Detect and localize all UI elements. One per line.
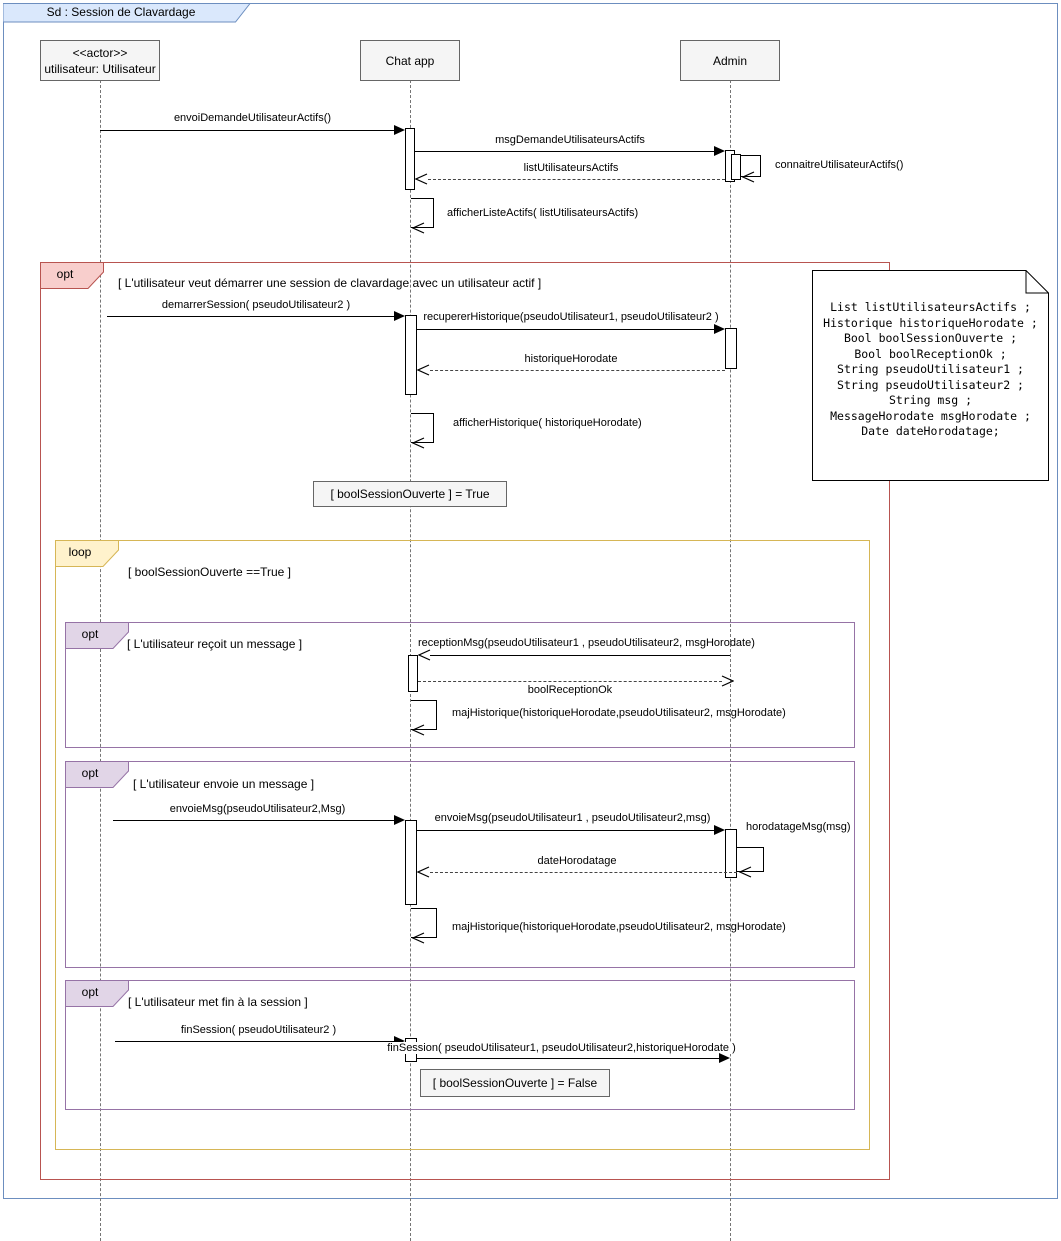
open-arrowhead-icon bbox=[417, 866, 430, 878]
note-line: Historique historiqueHorodate ; bbox=[823, 315, 1038, 330]
actor-stereotype: <<actor>> bbox=[72, 45, 128, 60]
open-arrowhead-icon bbox=[742, 171, 755, 183]
note-line: String pseudoUtilisateur2 ; bbox=[837, 377, 1024, 392]
activation-chat-3 bbox=[408, 655, 418, 692]
message-line bbox=[430, 655, 730, 656]
message-line bbox=[100, 130, 394, 131]
message-line bbox=[417, 329, 714, 330]
message-label: listUtilisateursActifs bbox=[523, 162, 619, 174]
activation-chat-2 bbox=[405, 315, 417, 395]
message-line bbox=[417, 830, 714, 831]
message-label: dateHorodatage bbox=[537, 855, 617, 867]
open-arrowhead-icon bbox=[721, 675, 734, 687]
fragment-loop-session-guard: [ boolSessionOuverte ==True ] bbox=[128, 565, 291, 579]
filled-arrowhead-icon bbox=[714, 146, 725, 156]
message-line bbox=[113, 820, 394, 821]
message-label: horodatageMsg(msg) bbox=[746, 821, 851, 833]
actor-name: utilisateur: Utilisateur bbox=[44, 61, 156, 76]
opt-operator: opt bbox=[81, 985, 99, 999]
message-line-dashed bbox=[428, 179, 725, 180]
note-line: List listUtilisateursActifs ; bbox=[830, 300, 1031, 314]
message-label: envoieMsg(pseudoUtilisateur2,Msg) bbox=[169, 803, 346, 815]
message-line-dashed bbox=[430, 370, 725, 371]
message-label: boolReceptionOk bbox=[527, 684, 613, 696]
filled-arrowhead-icon bbox=[394, 815, 405, 825]
message-line-dashed bbox=[430, 872, 737, 873]
fragment-loop-session-label bbox=[55, 540, 119, 567]
open-arrowhead-icon bbox=[412, 932, 425, 944]
message-line bbox=[115, 1041, 394, 1042]
message-label: majHistorique(historiqueHorodate,pseudoUtilisateur2, msgHorodate) bbox=[452, 921, 786, 933]
message-label: afficherListeActifs( listUtilisateursActifs) bbox=[447, 207, 639, 219]
fragment-opt-send-msg-guard: [ L'utilisateur envoie un message ] bbox=[133, 777, 315, 791]
message-label: majHistorique(historiqueHorodate,pseudoUtilisateur2, msgHorodate) bbox=[452, 707, 786, 719]
open-arrowhead-icon bbox=[412, 222, 425, 234]
note-line: Bool boolSessionOuverte ; bbox=[843, 331, 1018, 345]
chat-app-name: Chat app bbox=[385, 53, 435, 68]
message-line-dashed bbox=[418, 681, 722, 682]
activation-admin-1-nested bbox=[731, 154, 741, 180]
open-arrowhead-icon bbox=[412, 437, 425, 449]
filled-arrowhead-icon bbox=[714, 324, 725, 334]
activation-chat-4 bbox=[405, 820, 417, 905]
fragment-opt-receive-msg-label bbox=[65, 622, 129, 649]
message-line bbox=[417, 1058, 719, 1059]
message-label: envoiDemandeUtilisateurActifs() bbox=[173, 112, 332, 124]
note-line: String msg ; bbox=[888, 393, 973, 407]
message-label: msgDemandeUtilisateursActifs bbox=[495, 134, 645, 146]
message-label: connaitreUtilisateurActifs() bbox=[775, 159, 904, 171]
filled-arrowhead-icon bbox=[719, 1053, 730, 1063]
fragment-opt-start-session-label bbox=[40, 262, 104, 289]
admin-name: Admin bbox=[712, 53, 747, 68]
lifeline-head-chat-app bbox=[360, 40, 460, 81]
opt-operator: opt bbox=[81, 627, 99, 641]
open-arrowhead-icon bbox=[415, 173, 428, 185]
state-session-open-true: [ boolSessionOuverte ] = True bbox=[313, 481, 507, 507]
message-line bbox=[415, 151, 714, 152]
loop-operator: loop bbox=[68, 545, 92, 559]
message-label: receptionMsg(pseudoUtilisateur1 , pseudoUtilisateur2, msgHorodate) bbox=[418, 637, 755, 649]
filled-arrowhead-icon bbox=[714, 825, 725, 835]
note-line: Date dateHorodatage; bbox=[861, 424, 1000, 438]
opt-operator: opt bbox=[56, 267, 74, 281]
message-label: demarrerSession( pseudoUtilisateur2 ) bbox=[161, 299, 351, 311]
fragment-opt-send-msg-label bbox=[65, 761, 129, 788]
open-arrowhead-icon bbox=[412, 724, 425, 736]
filled-arrowhead-icon bbox=[394, 311, 405, 321]
message-label: afficherHistorique( historiqueHorodate) bbox=[453, 417, 642, 429]
message-label: envoieMsg(pseudoUtilisateur1 , pseudoUtilisateur2,msg) bbox=[434, 812, 711, 824]
message-label: finSession( pseudoUtilisateur1, pseudoUtilisateur2,historiqueHorodate ) bbox=[383, 1042, 740, 1054]
fragment-opt-end-session-guard: [ L'utilisateur met fin à la session ] bbox=[128, 995, 308, 1009]
open-arrowhead-icon bbox=[417, 364, 430, 376]
opt-operator: opt bbox=[81, 766, 99, 780]
fragment-opt-receive-msg-guard: [ L'utilisateur reçoit un message ] bbox=[127, 637, 303, 651]
note-line: MessageHorodate msgHorodate ; bbox=[830, 408, 1031, 423]
note-declarations bbox=[812, 300, 1049, 440]
activation-admin-3 bbox=[725, 829, 737, 878]
open-arrowhead-icon bbox=[739, 866, 752, 878]
note-line: Bool boolReceptionOk ; bbox=[854, 346, 1007, 361]
lifeline-head-admin bbox=[680, 40, 780, 81]
activation-chat-1 bbox=[405, 128, 415, 190]
open-arrowhead-icon bbox=[418, 649, 431, 661]
message-label: recupererHistorique(pseudoUtilisateur1, pseudoUtilisateur2 ) bbox=[423, 311, 719, 323]
diagram-title: Sd : Session de Clavardage bbox=[46, 5, 196, 19]
message-label: historiqueHorodate bbox=[524, 353, 618, 365]
fragment-opt-start-session-guard: [ L'utilisateur veut démarrer une session de clavardage avec un utilisateur actif ] bbox=[118, 276, 542, 290]
message-label: finSession( pseudoUtilisateur2 ) bbox=[180, 1024, 337, 1036]
state-session-open-false: [ boolSessionOuverte ] = False bbox=[420, 1069, 610, 1097]
filled-arrowhead-icon bbox=[394, 125, 405, 135]
fragment-opt-end-session-label bbox=[65, 980, 129, 1007]
message-line bbox=[107, 316, 394, 317]
activation-admin-2 bbox=[725, 328, 737, 369]
note-line: String pseudoUtilisateur1 ; bbox=[837, 362, 1024, 376]
lifeline-head-actor bbox=[40, 40, 160, 81]
